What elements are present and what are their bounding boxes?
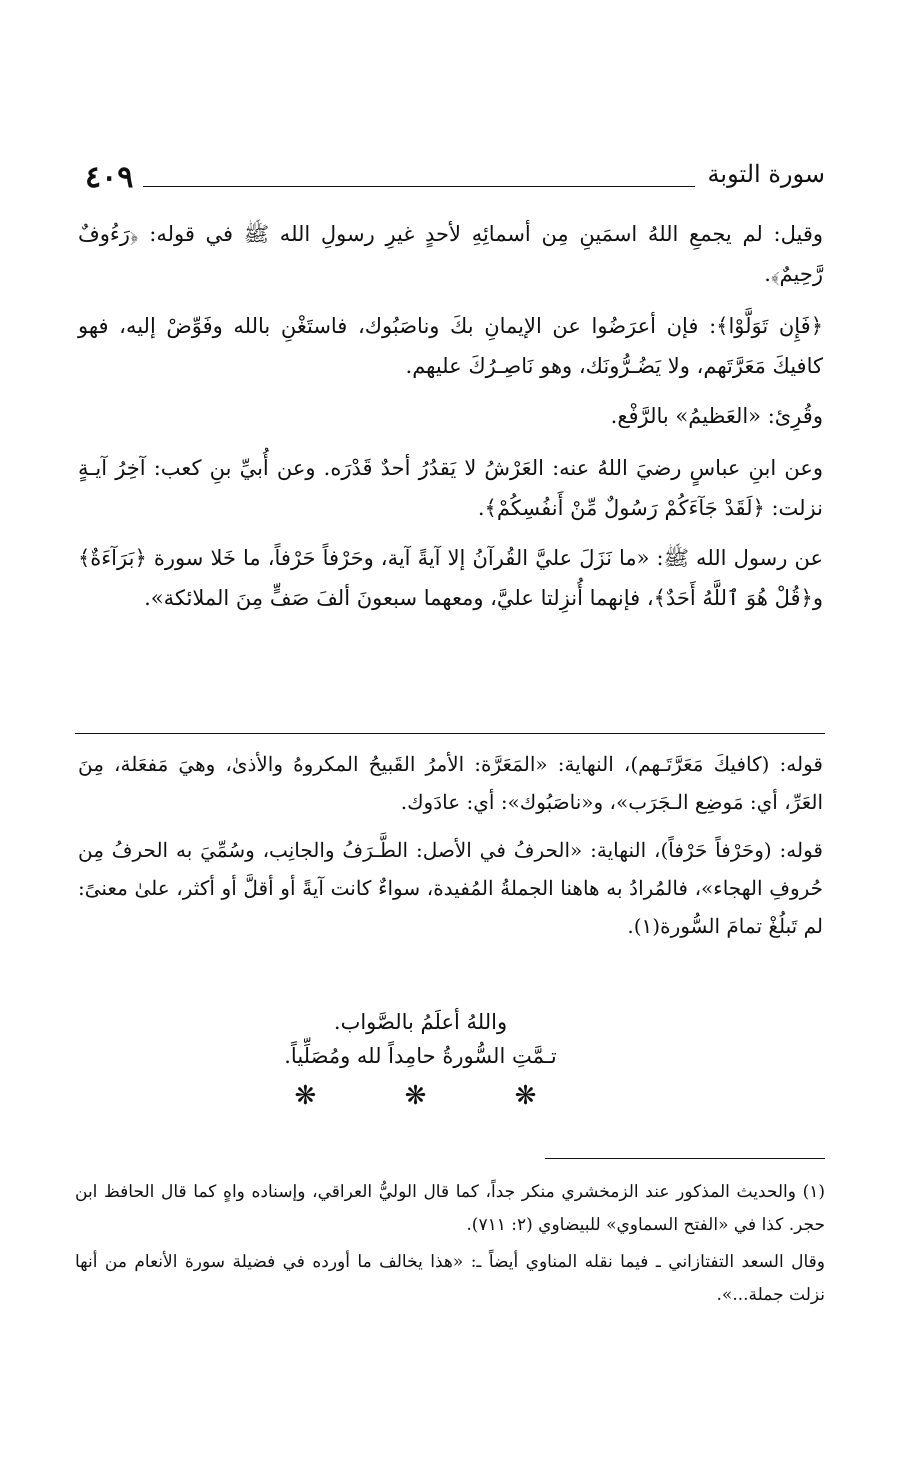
- footnote-2: وقال السعد التفتازاني ـ فيما نقله المناوي أيضاً ـ: «هذا يخالف ما أورده في فضيلة سورة الأنعام من أنها نزلت جملة...».: [75, 1252, 825, 1305]
- main-text: [78, 214, 823, 628]
- header-rule: [143, 186, 695, 187]
- commentary-note-2: قوله: (وحَرْفاً حَرْفاً)، النهاية: «الحرفُ في الأصل: الطَّـرَفُ والجانِب، وسُمِّيَ به الحرفُ مِن حُروفِ الهجاء»، فالمُرادُ به هاهنا الجملةُ المُفيدة، سواءٌ كانت آيةً أو أقلَّ أو أكثر، علىٰ معنىً: لم تَبلُغْ تمامَ السُّورة(١).: [78, 838, 823, 938]
- page-number: ٤٠٩: [85, 160, 134, 195]
- paragraph-2: ﴿فَإِن تَوَلَّوْا﴾: فإن أعرَضُوا عن الإيمانِ بكَ وناصَبُوك، فاستَغْنِ بالله وفَوِّضْ إليه، فهو كافيكَ مَعَرَّتَهم، ولا يَضُـرُّونَك، وهو نَاصِـرُكَ عليهم.: [78, 314, 823, 378]
- paragraph-5: عن رسول الله ﷺ: «ما نَزَلَ عليَّ القُرآنُ إلا آيةً آية، وحَرْفاً حَرْفاً، ما خَلا سورة ﴿بَرَآءَةٌ﴾ و﴿قُلْ هُوَ ٱللَّهُ أَحَدٌ﴾، فإنهما أُنزِلتا عليَّ، ومعهما سبعونَ ألفَ صَفٍّ مِنَ الملائكة».: [78, 546, 823, 610]
- page-header: [85, 160, 825, 204]
- closing-block: [78, 1005, 823, 1111]
- footnotes: [75, 1176, 825, 1316]
- closing-line-1: واللهُ أعلَمُ بالصَّواب.: [333, 1010, 508, 1034]
- paragraph-3: وقُرِئ: «العَظيمُ» بالرَّفْع.: [610, 404, 823, 428]
- paragraph-1: وقيل: لم يجمعِ اللهُ اسمَينِ مِن أسمائِهِ لأحدٍ غيرِ رسولِ الله ﷺ في قوله: ﴿رَءُوفٌ رَّحِيمٌ﴾.: [78, 222, 823, 286]
- footnote-rule: [545, 1158, 825, 1159]
- footnote-1: (١) والحديث المذكور عند الزمخشري منكر جداً، كما قال الوليُّ العراقي، وإسناده واهٍ كما قال الحافظ ابن حجر. كذا في «الفتح السماوي» للبيضاوي (٢: ٧١١).: [75, 1182, 825, 1235]
- paragraph-4: وعن ابنِ عباسٍ رضيَ اللهُ عنه: العَرْشُ لا يَقدُرُ أحدٌ قَدْرَه. وعن أُبيِّ بنِ كعب: آخِرُ آيـةٍ نزلت: ﴿لَقَدْ جَآءَكُمْ رَسُولٌ مِّنْ أَنفُسِكُمْ﴾.: [78, 456, 823, 520]
- commentary-separator: [75, 733, 825, 734]
- commentary: [78, 745, 823, 955]
- surah-name: سورة التوبة: [707, 160, 825, 188]
- ornament-stars: ❋ ❋ ❋: [294, 1081, 577, 1111]
- commentary-note-1: قوله: (كافيكَ مَعَرَّتَـهم)، النهاية: «المَعَرَّة: الأمرُ القَبيحُ المكروهُ والأذىٰ، وهيَ مَفعَلة، مِنَ العَرِّ، أي: مَوضِع الـجَرَب»، و«ناصَبُوك»: أي: عادَوك.: [78, 752, 823, 814]
- closing-line-2: تـمَّتِ السُّورةُ حامِداً لله ومُصَلِّياً.: [284, 1044, 557, 1068]
